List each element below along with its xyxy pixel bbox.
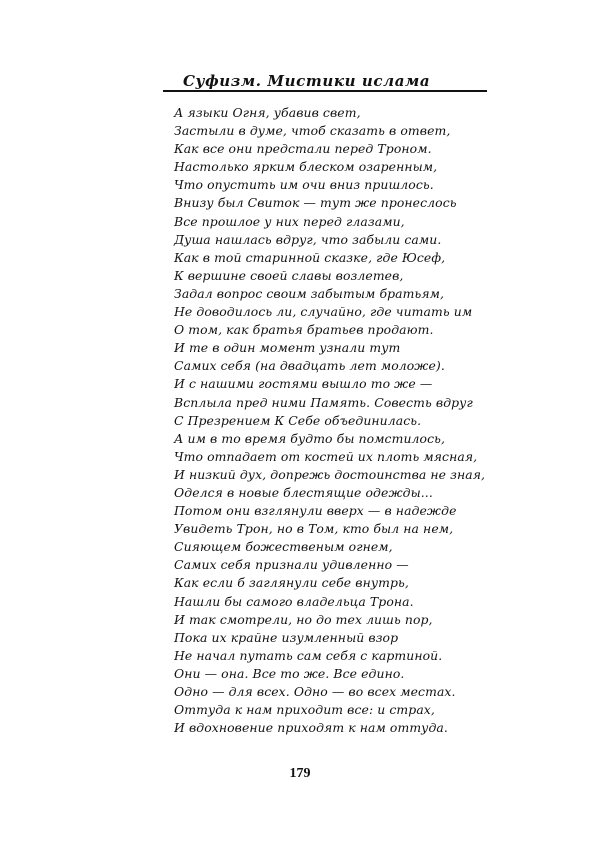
poem-line: Оделся в новые блестящие одежды...: [174, 484, 433, 500]
poem-line: А им в то время будто бы помстилось,: [174, 430, 446, 446]
poem-line: И вдохновение приходят к нам оттуда.: [174, 720, 448, 736]
poem-line: К вершине своей славы возлетев,: [174, 267, 404, 283]
poem-line: И так смотрели, но до тех лишь пор,: [174, 611, 433, 627]
poem-body: [174, 104, 494, 737]
poem-line: Душа нашлась вдруг, что забыли сами.: [174, 231, 442, 247]
poem-line: Все прошлое у них перед глазами,: [174, 213, 405, 229]
poem-line: И низкий дух, допрежь достоинства не зная,: [174, 466, 486, 482]
poem-line: Внизу был Свиток — тут же пронеслось: [174, 195, 457, 211]
poem-line: И те в один момент узнали тут: [174, 340, 401, 356]
poem-line: Они — она. Все то же. Все едино.: [174, 665, 405, 681]
page-number: 179: [289, 766, 311, 781]
poem-line: С Презрением К Себе объединилась.: [174, 412, 422, 428]
poem-line: И с нашими гостями вышло то же —: [174, 376, 433, 392]
poem-line: Задал вопрос своим забытым братьям,: [174, 285, 445, 301]
poem-line: Застыли в думе, чтоб сказать в ответ,: [174, 123, 451, 139]
poem-line: Одно — для всех. Одно — во всех местах.: [174, 684, 456, 699]
poem-line: Увидеть Трон, но в Том, кто был на нем,: [174, 521, 454, 537]
running-header-title: Суфизм. Мистики ислама: [183, 72, 431, 90]
poem-line: Оттуда к нам приходит все: и страх,: [174, 702, 435, 718]
poem-line: Всплыла пред ними Память. Совесть вдруг: [174, 394, 473, 410]
poem-line: О том, как братья братьев продают.: [174, 322, 434, 338]
running-header: [163, 70, 487, 92]
poem-line: Нашли бы самого владельца Трона.: [174, 593, 414, 609]
poem-line: Как все они предстали перед Троном.: [174, 141, 432, 157]
poem-line: Не начал путать сам себя с картиной.: [174, 647, 443, 663]
poem-line: Не доводилось ли, случайно, где читать им: [174, 304, 473, 320]
poem-line: Пока их крайне изумленный взор: [174, 629, 399, 645]
poem-line: Что опустить им очи вниз пришлось.: [174, 177, 434, 193]
poem-line: Настолько ярким блеском озаренным,: [174, 159, 438, 175]
poem-line: Потом они взглянули вверх — в надежде: [174, 503, 457, 519]
header-rule: [163, 90, 487, 92]
poem-line: Как если б заглянули себе внутрь,: [174, 575, 409, 591]
poem-line: Как в той старинной сказке, где Юсеф,: [174, 249, 446, 265]
poem-line: Самих себя признали удивленно —: [174, 557, 409, 573]
poem-line: А языки Огня, убавив свет,: [174, 105, 361, 120]
poem-line: Что отпадает от костей их плоть мясная,: [174, 448, 478, 464]
poem-line: Самих себя (на двадцать лет моложе).: [174, 358, 445, 374]
poem-line: Сияющем божественым огнем,: [174, 539, 393, 555]
